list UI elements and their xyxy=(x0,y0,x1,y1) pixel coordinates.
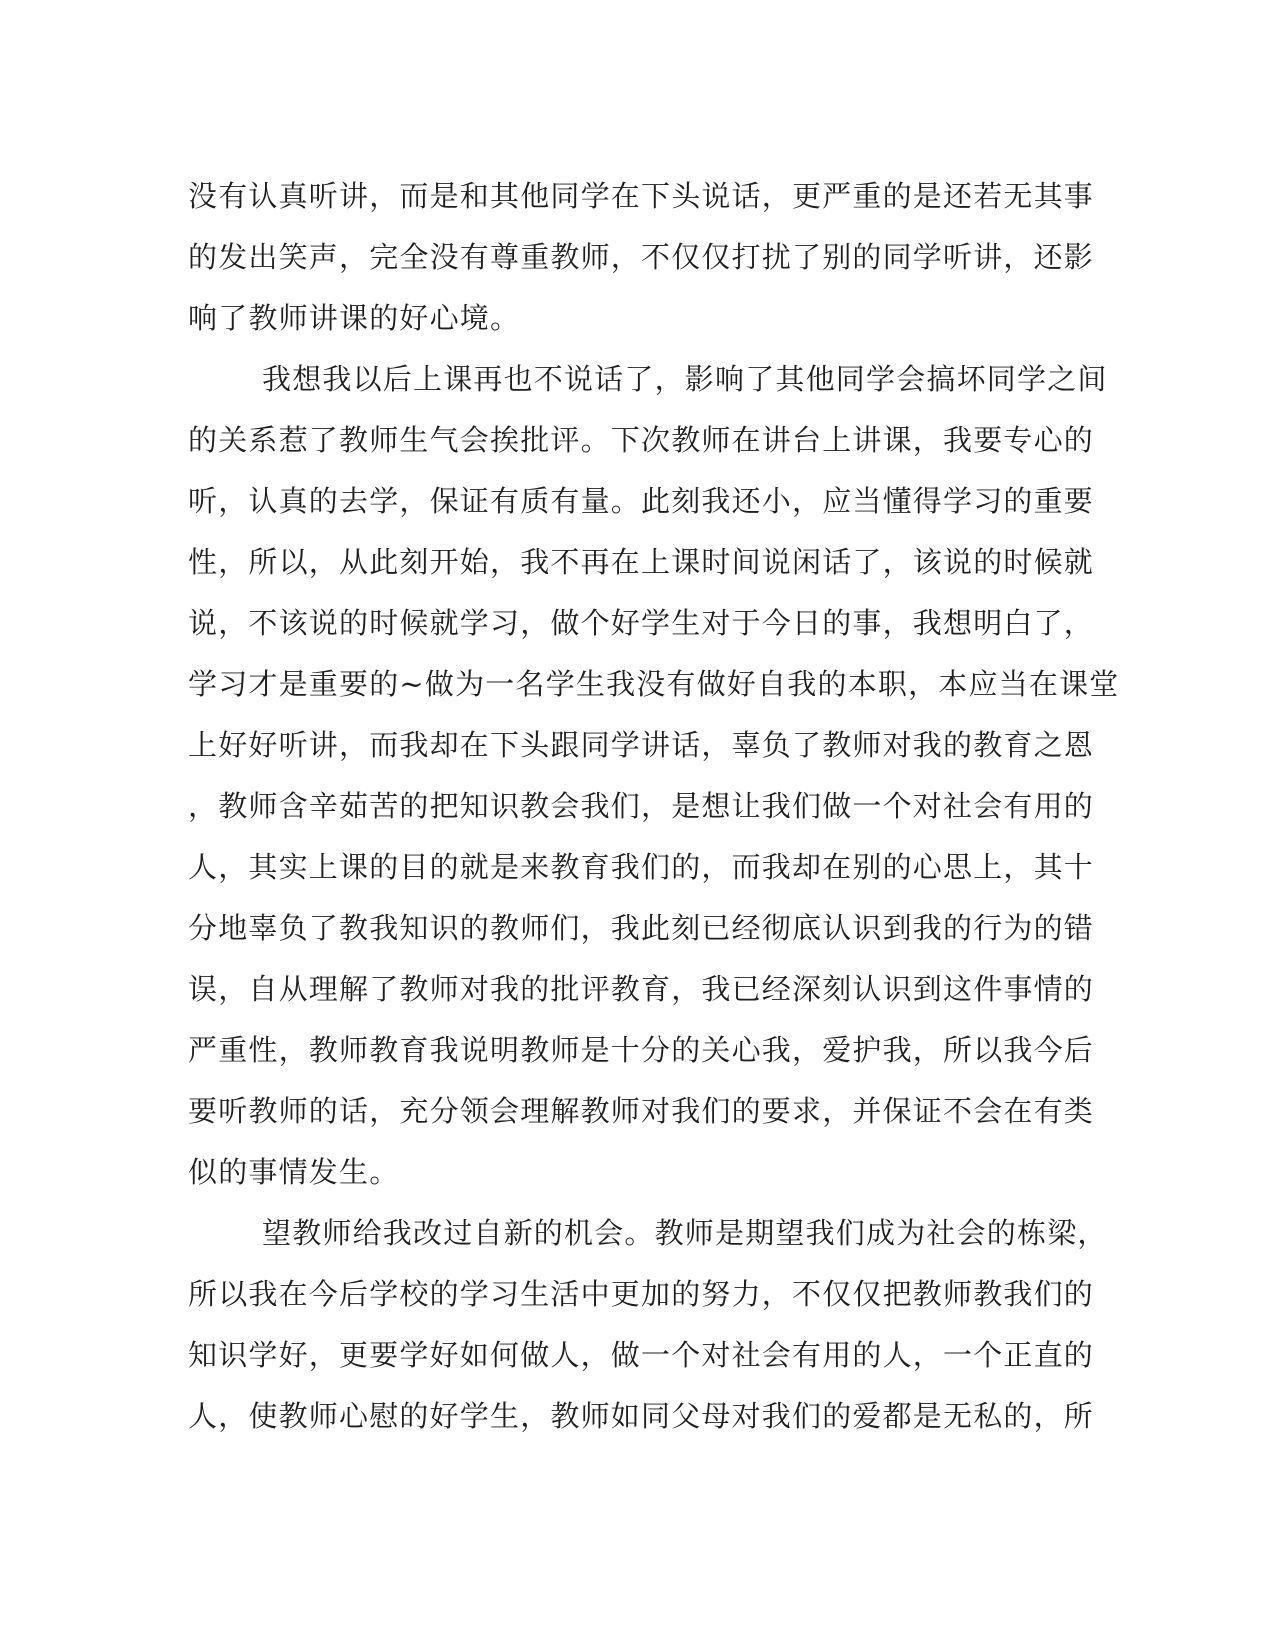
text-line: 严重性，教师教育我说明教师是十分的关心我，爱护我，所以我今后 xyxy=(188,1033,1095,1067)
text-line: 知识学好，更要学好如何做人，做一个对社会有用的人，一个正直的 xyxy=(188,1338,1095,1372)
text-line: 望教师给我改过自新的机会。教师是期望我们成为社会的栋梁， xyxy=(262,1216,1108,1250)
text-line: 所以我在今后学校的学习生活中更加的努力，不仅仅把教师教我们的 xyxy=(188,1277,1095,1311)
text-line: 我想我以后上课再也不说话了，影响了其他同学会搞坏同学之间 xyxy=(262,362,1108,396)
text-line: 没有认真听讲，而是和其他同学在下头说话，更严重的是还若无其事 xyxy=(188,179,1095,213)
text-line: 响了教师讲课的好心境。 xyxy=(188,301,521,335)
text-line: 似的事情发生。 xyxy=(188,1155,400,1189)
text-line: 人，使教师心慰的好学生，教师如同父母对我们的爱都是无私的，所 xyxy=(188,1399,1095,1433)
text-line: 听，认真的去学，保证有质有量。此刻我还小，应当懂得学习的重要 xyxy=(188,484,1095,518)
document-body xyxy=(188,166,1120,1447)
text-line: 人，其实上课的目的就是来教育我们的，而我却在别的心思上，其十 xyxy=(188,850,1095,884)
text-line: 的关系惹了教师生气会挨批评。下次教师在讲台上讲课，我要专心的 xyxy=(188,423,1095,457)
text-line: 的发出笑声，完全没有尊重教师，不仅仅打扰了别的同学听讲，还影 xyxy=(188,240,1095,274)
text-line: 误，自从理解了教师对我的批评教育，我已经深刻认识到这件事情的 xyxy=(188,972,1095,1006)
text-line: 要听教师的话，充分领会理解教师对我们的要求，并保证不会在有类 xyxy=(188,1094,1095,1128)
text-line: 性，所以，从此刻开始，我不再在上课时间说闲话了，该说的时候就 xyxy=(188,545,1095,579)
paragraph-2 xyxy=(188,349,1120,1203)
text-line: ，教师含辛茹苦的把知识教会我们，是想让我们做一个对社会有用的 xyxy=(188,789,1095,823)
paragraph-3 xyxy=(188,1203,1108,1447)
text-line: 说，不该说的时候就学习，做个好学生对于今日的事，我想明白了， xyxy=(188,606,1095,640)
paragraph-1 xyxy=(188,166,1095,349)
text-line: 分地辜负了教我知识的教师们，我此刻已经彻底认识到我的行为的错 xyxy=(188,911,1095,945)
text-line: 学习才是重要的~做为一名学生我没有做好自我的本职，本应当在课堂 xyxy=(188,667,1120,701)
text-line: 上好好听讲，而我却在下头跟同学讲话，辜负了教师对我的教育之恩 xyxy=(188,728,1095,762)
